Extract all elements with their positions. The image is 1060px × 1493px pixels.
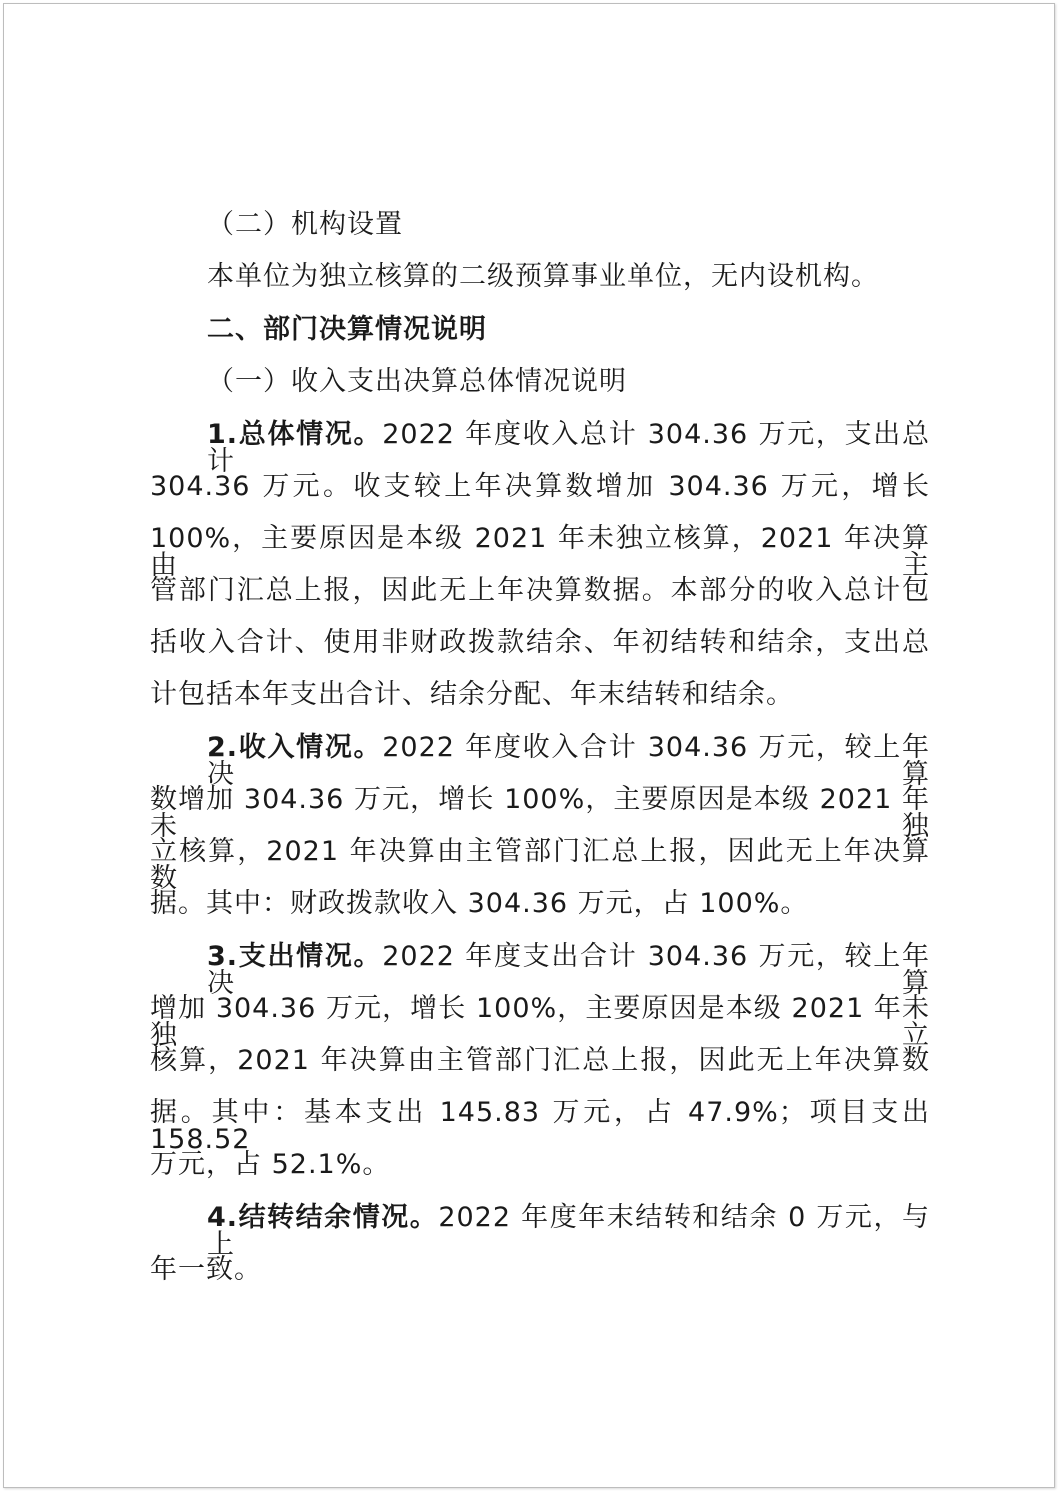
section-heading-dept-accounts: 二、部门决算情况说明 [207, 314, 487, 345]
p4-lead: 4.结转结余情况。 [207, 1202, 439, 1233]
p2-line-2: 数增加 304.36 万元，增长 100%，主要原因是本级 2021 年未独 [150, 784, 930, 842]
p4-line-2: 年一致。 [150, 1254, 262, 1285]
p1-line-1-text: 2022 年度收入总计 304.36 万元，支出总计 [207, 419, 930, 477]
p4-line-1 [207, 1202, 930, 1260]
document-page [3, 3, 1055, 1488]
p2-line-4: 据。其中：财政拨款收入 304.36 万元，占 100%。 [150, 888, 809, 919]
p1-line-4: 管部门汇总上报，因此无上年决算数据。本部分的收入总计包 [150, 575, 930, 606]
p3-line-1 [207, 941, 930, 999]
p3-line-2: 增加 304.36 万元，增长 100%，主要原因是本级 2021 年未独立 [150, 993, 930, 1051]
org-structure-text: 本单位为独立核算的二级预算事业单位，无内设机构。 [207, 261, 879, 292]
subheading-income-expense-overview: （一）收入支出决算总体情况说明 [207, 366, 627, 397]
p2-line-1 [207, 732, 930, 790]
p4-line-1-text: 2022 年度年末结转和结余 0 万元，与上 [207, 1202, 930, 1260]
p1-line-1 [207, 419, 930, 477]
p1-line-2: 304.36 万元。收支较上年决算数增加 304.36 万元，增长 [150, 471, 930, 502]
p3-lead: 3.支出情况。 [207, 941, 383, 972]
p3-line-3: 核算，2021 年决算由主管部门汇总上报，因此无上年决算数 [150, 1045, 930, 1076]
p1-line-5: 括收入合计、使用非财政拨款结余、年初结转和结余，支出总 [150, 627, 930, 658]
p3-line-5: 万元，占 52.1%。 [150, 1149, 391, 1180]
p1-line-3: 100%，主要原因是本级 2021 年未独立核算，2021 年决算由主 [150, 523, 930, 581]
p1-lead: 1.总体情况。 [207, 419, 383, 450]
p2-lead: 2.收入情况。 [207, 732, 383, 763]
heading-org-structure: （二）机构设置 [207, 209, 403, 240]
p2-line-1-text: 2022 年度收入合计 304.36 万元，较上年决算 [207, 732, 930, 790]
p3-line-4: 据。其中：基本支出 145.83 万元，占 47.9%；项目支出 158.52 [150, 1097, 930, 1155]
p3-line-1-text: 2022 年度支出合计 304.36 万元，较上年决算 [207, 941, 930, 999]
p2-line-3: 立核算，2021 年决算由主管部门汇总上报，因此无上年决算数 [150, 836, 930, 894]
p1-line-6: 计包括本年支出合计、结余分配、年末结转和结余。 [150, 679, 794, 710]
